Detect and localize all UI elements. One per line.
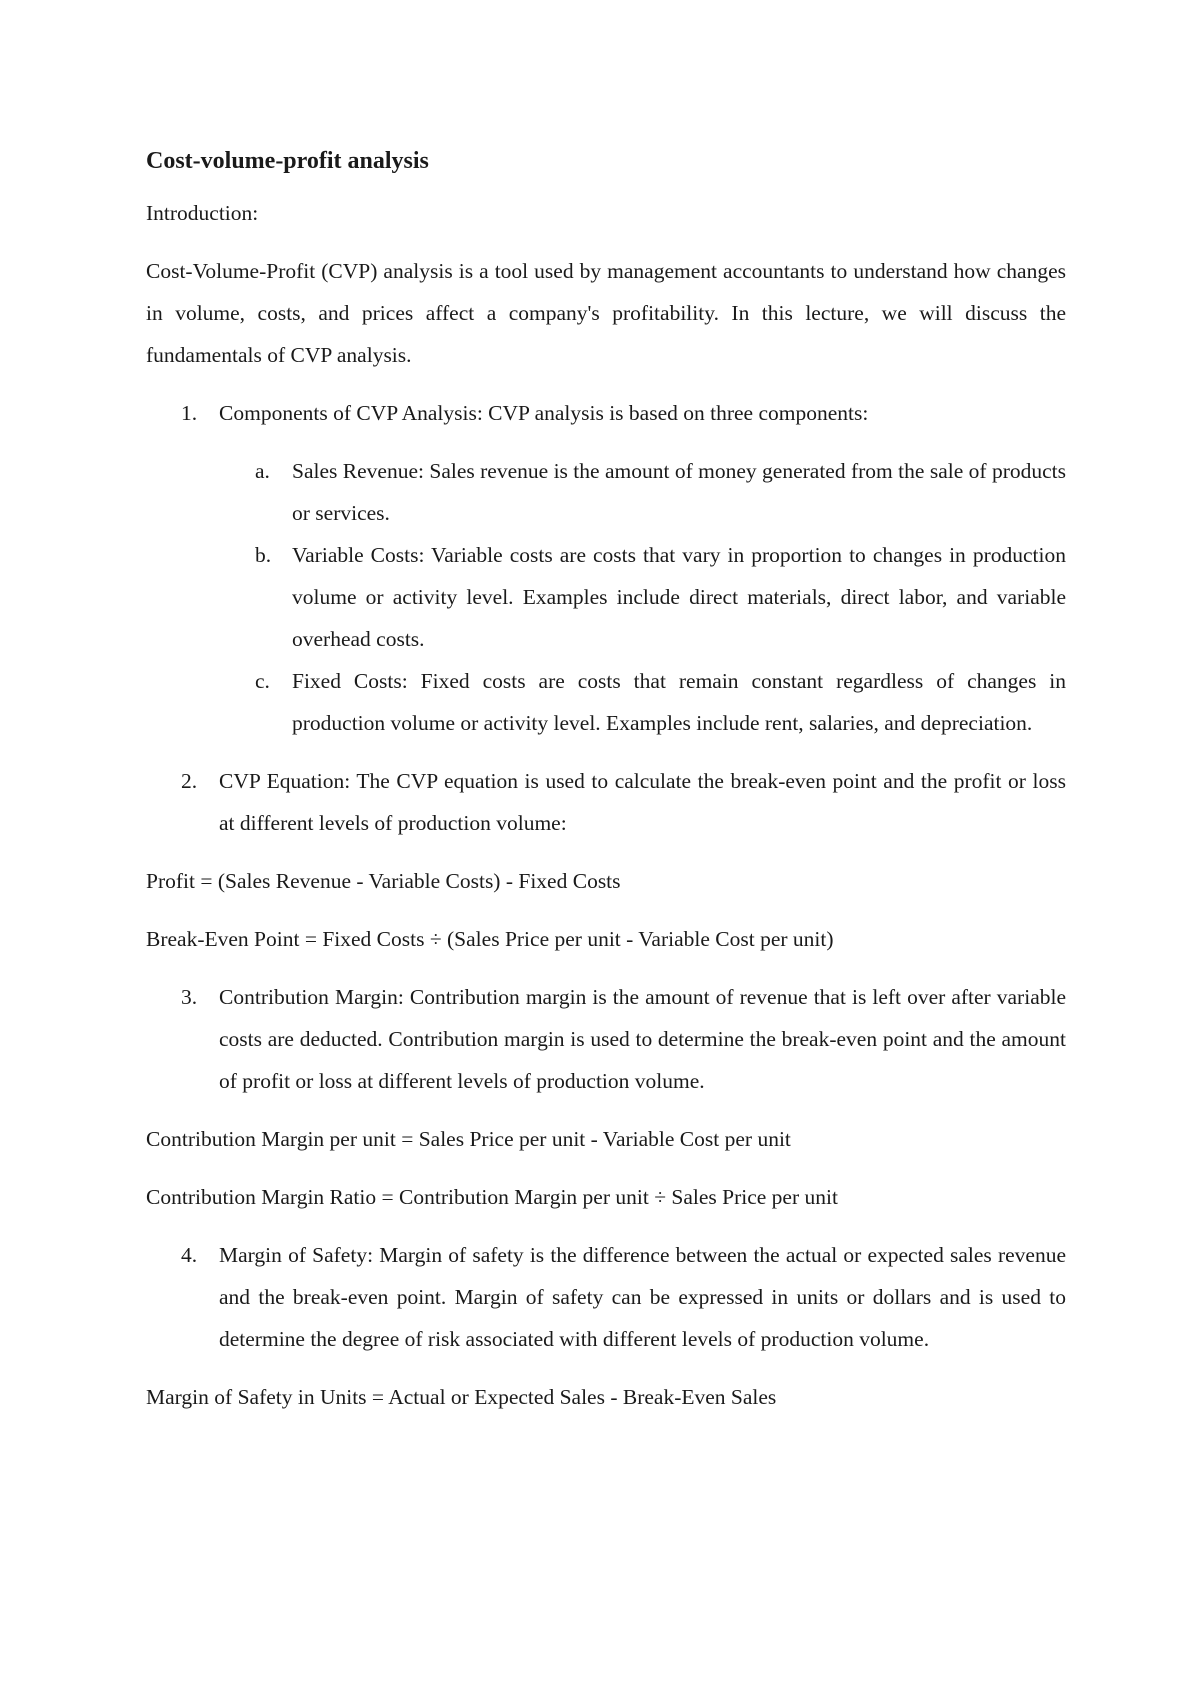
list-item-number: 1. <box>181 401 198 425</box>
sublist-item-text: Sales Revenue: Sales revenue is the amount of money generated from the sale of products or services. <box>292 459 1066 525</box>
intro-paragraph: Cost-Volume-Profit (CVP) analysis is a tool used by management accountants to understand how changes in volume, costs, and prices affect a company's profitability. In this lecture, we will discuss the fundamentals of CVP analysis. <box>146 259 1066 367</box>
intro-heading: Introduction: <box>146 201 259 225</box>
sublist-item-text: Fixed Costs: Fixed costs are costs that remain constant regardless of changes in production volume or activity level. Examples include rent, salaries, and depreciation. <box>292 669 1066 735</box>
sublist-item-text: Variable Costs: Variable costs are costs that vary in proportion to changes in production volume or activity level. Examples include direct materials, direct labor, and variable overhead costs. <box>292 543 1066 651</box>
list-item-number: 3. <box>181 985 198 1009</box>
formula-profit: Profit = (Sales Revenue - Variable Costs) - Fixed Costs <box>146 869 621 893</box>
list-item-text: Margin of Safety: Margin of safety is the difference between the actual or expected sales revenue and the break-even point. Margin of safety can be expressed in units or dollars and is used to determine the degree of risk associated with different levels of production volume. <box>219 1243 1066 1351</box>
list-item-4 <box>146 1234 1066 1360</box>
formula-contribution-margin-per-unit: Contribution Margin per unit = Sales Price per unit - Variable Cost per unit <box>146 1127 791 1151</box>
formula-contribution-margin-ratio: Contribution Margin Ratio = Contribution Margin per unit ÷ Sales Price per unit <box>146 1185 838 1209</box>
document-page <box>146 140 1066 1434</box>
list-item-text: Components of CVP Analysis: CVP analysis is based on three components: <box>219 401 869 425</box>
sublist-item-letter: c. <box>255 669 270 693</box>
formula-break-even-point: Break-Even Point = Fixed Costs ÷ (Sales Price per unit - Variable Cost per unit) <box>146 927 834 951</box>
list-item-1 <box>146 392 1066 434</box>
list-item-3 <box>146 976 1066 1102</box>
list-item-text: Contribution Margin: Contribution margin is the amount of revenue that is left over after variable costs are deducted. Contribution margin is used to determine the break-even point and the amount of profit or loss at different levels of production volume. <box>219 985 1066 1093</box>
list-item-number: 4. <box>181 1243 198 1267</box>
formula-margin-of-safety-units: Margin of Safety in Units = Actual or Expected Sales - Break-Even Sales <box>146 1385 777 1409</box>
sublist-item-fixed-costs <box>146 660 1066 744</box>
list-item-2 <box>146 760 1066 844</box>
sublist-item-variable-costs <box>146 534 1066 660</box>
sublist-item-letter: b. <box>255 543 272 567</box>
document-title: Cost-volume-profit analysis <box>146 148 429 174</box>
list-item-text: CVP Equation: The CVP equation is used to calculate the break-even point and the profit or loss at different levels of production volume: <box>219 769 1066 835</box>
sublist-components <box>146 450 1066 744</box>
sublist-item-sales-revenue <box>146 450 1066 534</box>
sublist-item-letter: a. <box>255 459 270 483</box>
list-item-number: 2. <box>181 769 198 793</box>
